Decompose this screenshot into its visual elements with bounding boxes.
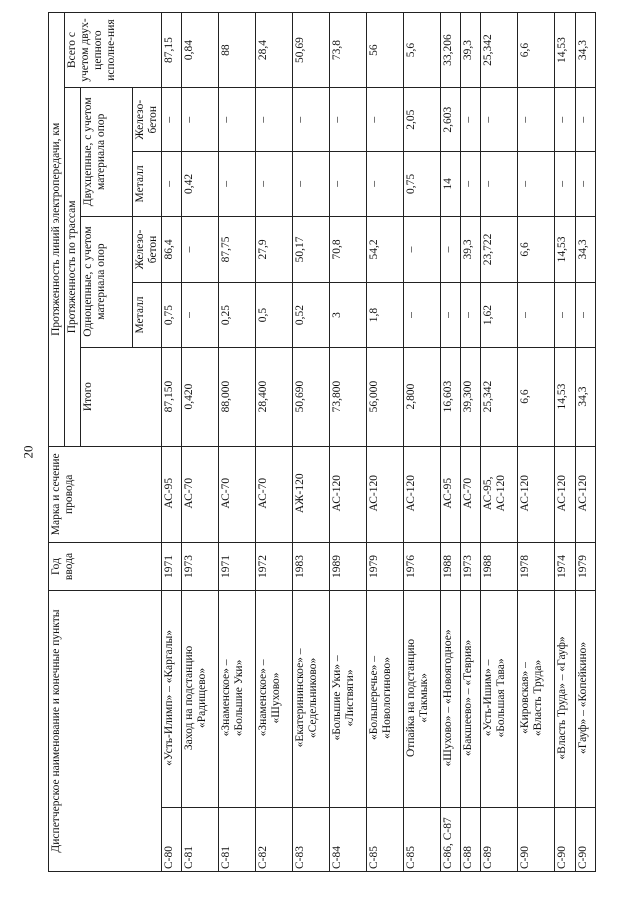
cell-name [182, 591, 219, 808]
cell-double-concrete: – [366, 88, 403, 152]
cell-double-concrete: 2,05 [403, 88, 440, 152]
header-year: Год ввода [49, 542, 162, 590]
cell-double-metal: – [161, 152, 181, 216]
cell-name [219, 591, 256, 808]
cell-total: 50,690 [292, 347, 329, 446]
rotated-page [48, 12, 596, 872]
cell-total: 28,400 [255, 347, 292, 446]
page-number: 20 [20, 445, 36, 459]
cell-single-concrete: 54,2 [366, 216, 403, 283]
cell-name [440, 591, 460, 808]
cell-total: 16,603 [440, 347, 460, 446]
cell-single-metal: – [575, 283, 595, 347]
cell-total: 2,800 [403, 347, 440, 446]
cell-name-line: «Листвяги» [343, 669, 356, 727]
header-name: Диспетчерское наименование и конечные пункты [49, 591, 162, 872]
cell-name-line: «Большеречье» – [367, 655, 380, 740]
cell-grand-total: 28,4 [255, 13, 292, 88]
cell-name-line: «Кировская» – [519, 662, 532, 734]
table-row [292, 13, 329, 872]
cell-name-line: «Знаменское» – [220, 659, 233, 737]
cell-year: 1989 [329, 542, 366, 590]
cell-single-metal: 0,25 [219, 283, 256, 347]
cell-single-concrete: 87,75 [219, 216, 256, 283]
cell-double-concrete: – [292, 88, 329, 152]
cell-name-line: «Шухово» [269, 672, 282, 724]
cell-name-line: «Большая Тава» [495, 658, 508, 738]
cell-year: 1979 [366, 542, 403, 590]
cell-year: 1976 [403, 542, 440, 590]
table-row [575, 13, 595, 872]
cell-single-metal: – [440, 283, 460, 347]
cell-grand-total: 73,8 [329, 13, 366, 88]
cell-wire-line: АС-95 [441, 477, 454, 509]
cell-double-concrete: 2,603 [440, 88, 460, 152]
header-double-concrete: Железо-бетон [133, 88, 162, 152]
cell-single-concrete: 27,9 [255, 216, 292, 283]
cell-year: 1971 [161, 542, 181, 590]
cell-wire [161, 446, 181, 542]
cell-code: С-85 [366, 807, 403, 871]
cell-wire [555, 446, 575, 542]
cell-wire-line: АС-120 [404, 475, 417, 512]
rotated-table-container [48, 12, 596, 872]
cell-single-concrete: 6,6 [518, 216, 555, 283]
cell-double-metal: – [555, 152, 575, 216]
table-body [161, 13, 595, 872]
cell-single-metal: 0,75 [161, 283, 181, 347]
table-row [161, 13, 181, 872]
cell-name [161, 591, 181, 808]
table-row [329, 13, 366, 872]
header-double: Двухцепные, с учетом материала опор [81, 88, 133, 216]
cell-year: 1973 [182, 542, 219, 590]
cell-wire-line: АС-120 [330, 475, 343, 512]
cell-grand-total: 39,3 [460, 13, 480, 88]
header-length: Протяженность линий электропередачи, км [49, 13, 65, 447]
cell-name-line: «Новологиново» [380, 657, 393, 739]
cell-name-line: «Бакшеево» – «Теврия» [461, 639, 474, 757]
cell-wire-line: АС-120 [519, 475, 532, 512]
cell-single-metal: – [403, 283, 440, 347]
cell-name-line: «Большие Уки» – [330, 655, 343, 741]
cell-double-metal: – [575, 152, 595, 216]
cell-year: 1983 [292, 542, 329, 590]
cell-wire [182, 446, 219, 542]
cell-single-metal: – [182, 283, 219, 347]
cell-name [555, 591, 575, 808]
cell-double-metal: – [460, 152, 480, 216]
cell-wire [460, 446, 480, 542]
table-row [555, 13, 575, 872]
cell-double-metal: – [329, 152, 366, 216]
cell-double-concrete: – [182, 88, 219, 152]
cell-name [575, 591, 595, 808]
header-total: Итого [81, 347, 162, 446]
cell-double-concrete: – [481, 88, 518, 152]
cell-double-concrete: – [460, 88, 480, 152]
cell-name-line: «Седельниково» [306, 657, 319, 739]
cell-single-concrete: 86,4 [161, 216, 181, 283]
cell-single-concrete: 39,3 [460, 216, 480, 283]
header-wire: Марка и сечение провода [49, 446, 162, 542]
cell-total: 39,300 [460, 347, 480, 446]
cell-year: 1979 [575, 542, 595, 590]
cell-single-metal: – [518, 283, 555, 347]
cell-year: 1972 [255, 542, 292, 590]
cell-double-metal: – [292, 152, 329, 216]
cell-name-line: «Такмык» [417, 673, 430, 723]
cell-total: 56,000 [366, 347, 403, 446]
cell-double-concrete: – [255, 88, 292, 152]
cell-grand-total: 50,69 [292, 13, 329, 88]
cell-wire [366, 446, 403, 542]
header-single: Одноцепные, с учетом материала опор [81, 216, 133, 347]
cell-name-line: «Власть Труда» – «Гауф» [556, 636, 569, 760]
cell-single-metal: 0,5 [255, 283, 292, 347]
cell-double-metal: – [481, 152, 518, 216]
table-row [182, 13, 219, 872]
cell-grand-total: 25,342 [481, 13, 518, 88]
table-row [481, 13, 518, 872]
cell-code: С-81 [219, 807, 256, 871]
cell-name [403, 591, 440, 808]
header-double-metal: Металл [133, 152, 162, 216]
cell-name [481, 591, 518, 808]
cell-grand-total: 5,6 [403, 13, 440, 88]
cell-total: 6,6 [518, 347, 555, 446]
cell-name-line: «Усть-Ишим» – [482, 659, 495, 737]
cell-double-metal: 0,42 [182, 152, 219, 216]
table-row [460, 13, 480, 872]
cell-wire [518, 446, 555, 542]
cell-year: 1971 [219, 542, 256, 590]
cell-single-metal: – [460, 283, 480, 347]
cell-grand-total: 34,3 [575, 13, 595, 88]
cell-name-line: «Шухово» – «Новоягодное» [441, 629, 454, 767]
cell-total: 25,342 [481, 347, 518, 446]
cell-code: С-85 [403, 807, 440, 871]
cell-wire-line: АС-120 [556, 475, 569, 512]
cell-code: С-88 [460, 807, 480, 871]
cell-code: С-90 [555, 807, 575, 871]
cell-total: 87,150 [161, 347, 181, 446]
cell-double-concrete: – [518, 88, 555, 152]
cell-name-line: «Екатерининское» – [293, 648, 306, 748]
cell-name [460, 591, 480, 808]
cell-double-metal: – [518, 152, 555, 216]
cell-single-concrete: 23,722 [481, 216, 518, 283]
cell-double-concrete: – [329, 88, 366, 152]
cell-code: С-89 [481, 807, 518, 871]
cell-year: 1978 [518, 542, 555, 590]
cell-year: 1974 [555, 542, 575, 590]
cell-total: 73,800 [329, 347, 366, 446]
cell-wire-line: АС-95, [482, 476, 495, 511]
cell-wire [403, 446, 440, 542]
cell-grand-total: 56 [366, 13, 403, 88]
cell-code: С-82 [255, 807, 292, 871]
cell-wire-line: АС-120 [576, 475, 589, 512]
cell-single-metal: 1,62 [481, 283, 518, 347]
cell-single-metal: 3 [329, 283, 366, 347]
cell-grand-total: 6,6 [518, 13, 555, 88]
cell-wire [219, 446, 256, 542]
cell-name-line: Отпайка на подстанцию [404, 638, 417, 757]
cell-year: 1988 [481, 542, 518, 590]
cell-code: С-81 [182, 807, 219, 871]
cell-name [329, 591, 366, 808]
cell-wire-line: АС-120 [367, 475, 380, 512]
cell-code: С-90 [575, 807, 595, 871]
cell-wire-line: АС-95 [162, 477, 175, 509]
cell-grand-total: 87,15 [161, 13, 181, 88]
header-single-metal: Металл [133, 283, 162, 347]
cell-name [518, 591, 555, 808]
cell-year: 1988 [440, 542, 460, 590]
cell-wire-line: АС-70 [183, 477, 196, 509]
cell-name [255, 591, 292, 808]
cell-single-concrete: 50,17 [292, 216, 329, 283]
cell-wire [481, 446, 518, 542]
cell-wire [575, 446, 595, 542]
cell-total: 0,420 [182, 347, 219, 446]
cell-double-metal: 14 [440, 152, 460, 216]
cell-code: С-90 [518, 807, 555, 871]
cell-name [366, 591, 403, 808]
cell-wire-line: АС-70 [461, 477, 474, 509]
cell-single-concrete: 34,3 [575, 216, 595, 283]
cell-double-metal: 0,75 [403, 152, 440, 216]
table-row [366, 13, 403, 872]
cell-double-metal: – [366, 152, 403, 216]
cell-wire-line: АС-120 [495, 475, 508, 512]
cell-double-metal: – [255, 152, 292, 216]
cell-single-concrete: – [403, 216, 440, 283]
cell-single-metal: 1,8 [366, 283, 403, 347]
cell-grand-total: 88 [219, 13, 256, 88]
header-grand-total: Всего с учетом двух-цепного исполне-ния [65, 13, 162, 88]
cell-single-metal: – [555, 283, 575, 347]
cell-total: 88,000 [219, 347, 256, 446]
cell-code: С-83 [292, 807, 329, 871]
cell-grand-total: 14,53 [555, 13, 575, 88]
cell-name-line: Заход на подстанцию [183, 645, 196, 751]
cell-code: С-86, С-87 [440, 807, 460, 871]
cell-single-concrete: 14,53 [555, 216, 575, 283]
table-row [255, 13, 292, 872]
table-row [219, 13, 256, 872]
cell-double-metal: – [219, 152, 256, 216]
table-row [440, 13, 460, 872]
cell-wire-line: АС-70 [220, 477, 233, 509]
cell-name-line: «Большие Уки» [232, 659, 245, 737]
cell-grand-total: 33,206 [440, 13, 460, 88]
cell-wire [292, 446, 329, 542]
cell-name-line: «Усть-Илимп» – «Каргалы» [162, 630, 175, 766]
cell-wire-line: АЖ-120 [293, 473, 306, 514]
cell-year: 1973 [460, 542, 480, 590]
cell-single-concrete: 70,8 [329, 216, 366, 283]
cell-name-line: «Гауф» – «Копейкино» [576, 641, 589, 755]
power-lines-table [48, 12, 596, 872]
cell-single-metal: 0,52 [292, 283, 329, 347]
cell-wire [329, 446, 366, 542]
cell-code: С-80 [161, 807, 181, 871]
cell-wire-line: АС-70 [256, 477, 269, 509]
cell-double-concrete: – [161, 88, 181, 152]
cell-total: 34,3 [575, 347, 595, 446]
table-row [518, 13, 555, 872]
cell-wire [255, 446, 292, 542]
cell-single-concrete: – [440, 216, 460, 283]
cell-double-concrete: – [555, 88, 575, 152]
header-by-routes: Протяженность по трассам [65, 88, 81, 447]
cell-single-concrete: – [182, 216, 219, 283]
cell-wire [440, 446, 460, 542]
cell-code: С-84 [329, 807, 366, 871]
table-row [403, 13, 440, 872]
cell-double-concrete: – [575, 88, 595, 152]
header-single-concrete: Железо-бетон [133, 216, 162, 283]
cell-grand-total: 0,84 [182, 13, 219, 88]
cell-name-line: «Радищево» [196, 667, 208, 728]
cell-double-concrete: – [219, 88, 256, 152]
cell-name-line: «Знаменское» – [256, 659, 269, 737]
cell-name [292, 591, 329, 808]
cell-name-line: «Власть Труда» [532, 659, 545, 737]
cell-total: 14,53 [555, 347, 575, 446]
